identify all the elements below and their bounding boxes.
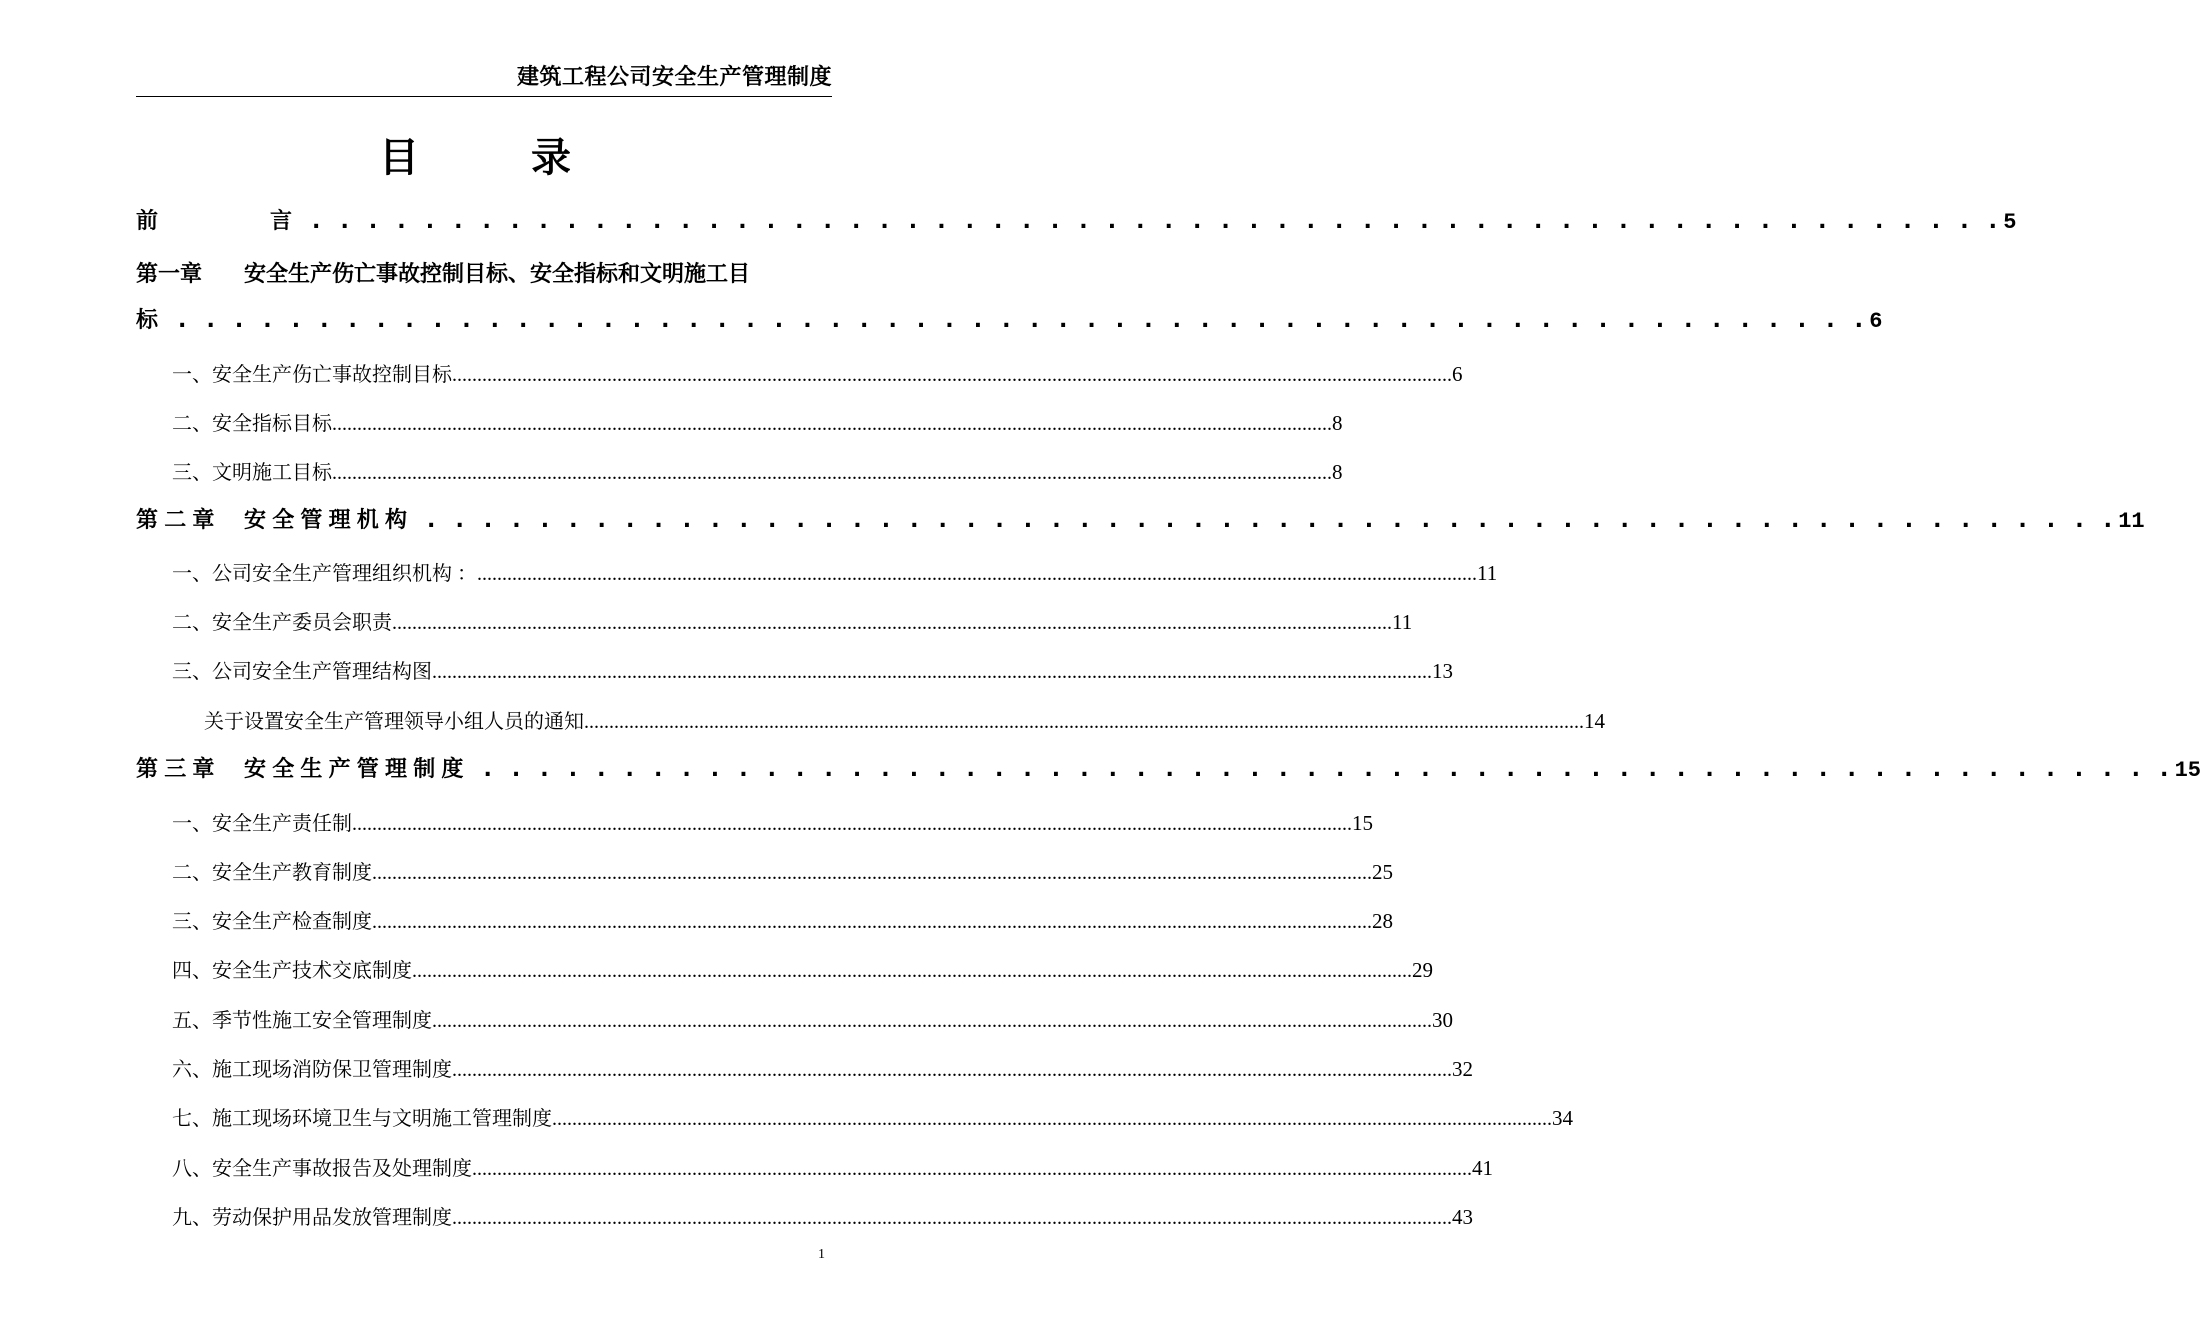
leader-dots: ........................................................................................................................................................................................................ <box>584 711 1584 733</box>
section-title: 九、劳动保护用品发放管理制度 <box>172 1207 452 1229</box>
leader-dots: ........................................................................................................................................................................................................ <box>452 364 1452 386</box>
chapter-title: 安全生产伤亡事故控制目标、安全指标和文明施工目 <box>244 262 751 287</box>
page-number: 15 <box>2174 758 2201 783</box>
section-title: 关于设置安全生产管理领导小组人员的通知 <box>204 711 584 733</box>
leader-dots: ........................................................................................................................................................................................................ <box>432 1010 1432 1032</box>
section-title: 三、安全生产检查制度 <box>172 911 372 933</box>
section-title: 七、施工现场环境卫生与文明施工管理制度 <box>172 1108 552 1130</box>
toc-entry-section[interactable] <box>172 1202 1473 1233</box>
toc-entry-section[interactable] <box>172 457 1343 488</box>
page-number: 34 <box>1552 1106 1573 1130</box>
page-number: 14 <box>1584 709 1605 733</box>
page-number: 15 <box>1352 811 1373 835</box>
toc-entry-chapter1-line2[interactable] <box>136 306 1883 337</box>
section-title: 一、安全生产伤亡事故控制目标 <box>172 364 452 386</box>
section-title: 一、公司安全生产管理组织机构 ： <box>172 563 477 585</box>
page-number: 43 <box>1452 1205 1473 1229</box>
page-number: 30 <box>1432 1008 1453 1032</box>
toc-entry-section[interactable] <box>172 359 1463 390</box>
toc-entry-preface[interactable] <box>136 207 2017 238</box>
toc-entry-section[interactable] <box>172 857 1393 888</box>
chapter-title: 安全管理机构 <box>244 508 414 533</box>
leader-dots: ........................................................................................................................................................................................................ <box>412 960 1412 982</box>
leader-dots: . . . . . . . . . . . . . . . . . . . . . . . . . . . . . . . . . . . . . . . . . . . . . . . . . . . . . . . . . . . . <box>298 209 2004 234</box>
page-header <box>136 62 832 97</box>
preface-label-a: 前 <box>136 209 165 234</box>
leader-dots: ........................................................................................................................................................................................................ <box>372 911 1372 933</box>
leader-dots: ........................................................................................................................................................................................................ <box>477 563 1477 585</box>
toc-entry-chapter2[interactable] <box>136 506 2145 537</box>
toc-entry-section[interactable] <box>172 408 1343 439</box>
leader-dots: ........................................................................................................................................................................................................ <box>452 1207 1452 1229</box>
section-title: 八、安全生产事故报告及处理制度 <box>172 1158 472 1180</box>
page-number: 29 <box>1412 958 1433 982</box>
page-number: 11 <box>1392 610 1413 634</box>
chapter-label: 第一章 <box>136 262 203 287</box>
header-title: 建筑工程公司安全生产管理制度 <box>516 65 832 90</box>
leader-dots: ........................................................................................................................................................................................................ <box>432 661 1432 683</box>
leader-dots: ........................................................................................................................................................................................................ <box>372 862 1372 884</box>
toc-entry-section[interactable] <box>172 1005 1453 1036</box>
leader-dots: ........................................................................................................................................................................................................ <box>392 612 1392 634</box>
leader-dots: . . . . . . . . . . . . . . . . . . . . . . . . . . . . . . . . . . . . . . . . . . . . . . . . . . . . . . . . . . . . <box>164 308 1870 333</box>
chapter-title-cont: 标 <box>136 308 165 333</box>
section-title: 二、安全生产教育制度 <box>172 862 372 884</box>
footer-page-number: 1 <box>818 1247 825 1262</box>
page-number: 5 <box>2003 210 2017 235</box>
leader-dots: ........................................................................................................................................................................................................ <box>352 813 1352 835</box>
page-number: 6 <box>1452 362 1463 386</box>
section-title: 一、安全生产责任制 <box>172 813 352 835</box>
leader-dots: ........................................................................................................................................................................................................ <box>332 413 1332 435</box>
toc-entry-section[interactable] <box>172 558 1498 589</box>
toc-entry-section[interactable] <box>172 808 1373 839</box>
page-number: 25 <box>1372 860 1393 884</box>
section-title: 三、公司安全生产管理结构图 <box>172 661 432 683</box>
toc-entry-section[interactable] <box>172 1153 1493 1184</box>
toc-entry-chapter3[interactable] <box>136 755 2201 786</box>
toc-entry-section[interactable] <box>172 955 1433 986</box>
preface-label-b: 言 <box>270 209 299 234</box>
leader-dots: ........................................................................................................................................................................................................ <box>332 462 1332 484</box>
section-title: 四、安全生产技术交底制度 <box>172 960 412 982</box>
toc-entry-section[interactable] <box>172 656 1453 687</box>
toc-entry-section[interactable] <box>172 1054 1473 1085</box>
toc-entry-chapter1-line1[interactable] <box>136 260 750 290</box>
toc-entry-section[interactable] <box>172 1103 1573 1134</box>
page-number: 11 <box>2118 509 2145 534</box>
page-number: 11 <box>1477 561 1498 585</box>
toc-entry-subsection[interactable] <box>204 706 1605 737</box>
toc-entry-section[interactable] <box>172 607 1413 638</box>
page-number: 28 <box>1372 909 1393 933</box>
page-number: 8 <box>1332 411 1343 435</box>
chapter-title: 安全生产管理制度 <box>244 757 470 782</box>
section-title: 二、安全指标目标 <box>172 413 332 435</box>
section-title: 六、施工现场消防保卫管理制度 <box>172 1059 452 1081</box>
section-title: 三、文明施工目标 <box>172 462 332 484</box>
page-number: 41 <box>1472 1156 1493 1180</box>
toc-entry-section[interactable] <box>172 906 1393 937</box>
leader-dots: ........................................................................................................................................................................................................ <box>472 1158 1472 1180</box>
leader-dots: . . . . . . . . . . . . . . . . . . . . . . . . . . . . . . . . . . . . . . . . . . . . . . . . . . . . . . . . . . . . <box>413 508 2119 533</box>
leader-dots: . . . . . . . . . . . . . . . . . . . . . . . . . . . . . . . . . . . . . . . . . . . . . . . . . . . . . . . . . . . . <box>469 757 2175 782</box>
chapter-label: 第三章 <box>136 757 221 782</box>
page-number: 6 <box>1869 309 1883 334</box>
section-title: 五、季节性施工安全管理制度 <box>172 1010 432 1032</box>
section-title: 二、安全生产委员会职责 <box>172 612 392 634</box>
page-number: 13 <box>1432 659 1453 683</box>
leader-dots: ........................................................................................................................................................................................................ <box>552 1108 1552 1130</box>
page-number: 32 <box>1452 1057 1473 1081</box>
toc-title: 目录 <box>379 135 683 181</box>
chapter-label: 第二章 <box>136 508 221 533</box>
page-number: 8 <box>1332 460 1343 484</box>
leader-dots: ........................................................................................................................................................................................................ <box>452 1059 1452 1081</box>
